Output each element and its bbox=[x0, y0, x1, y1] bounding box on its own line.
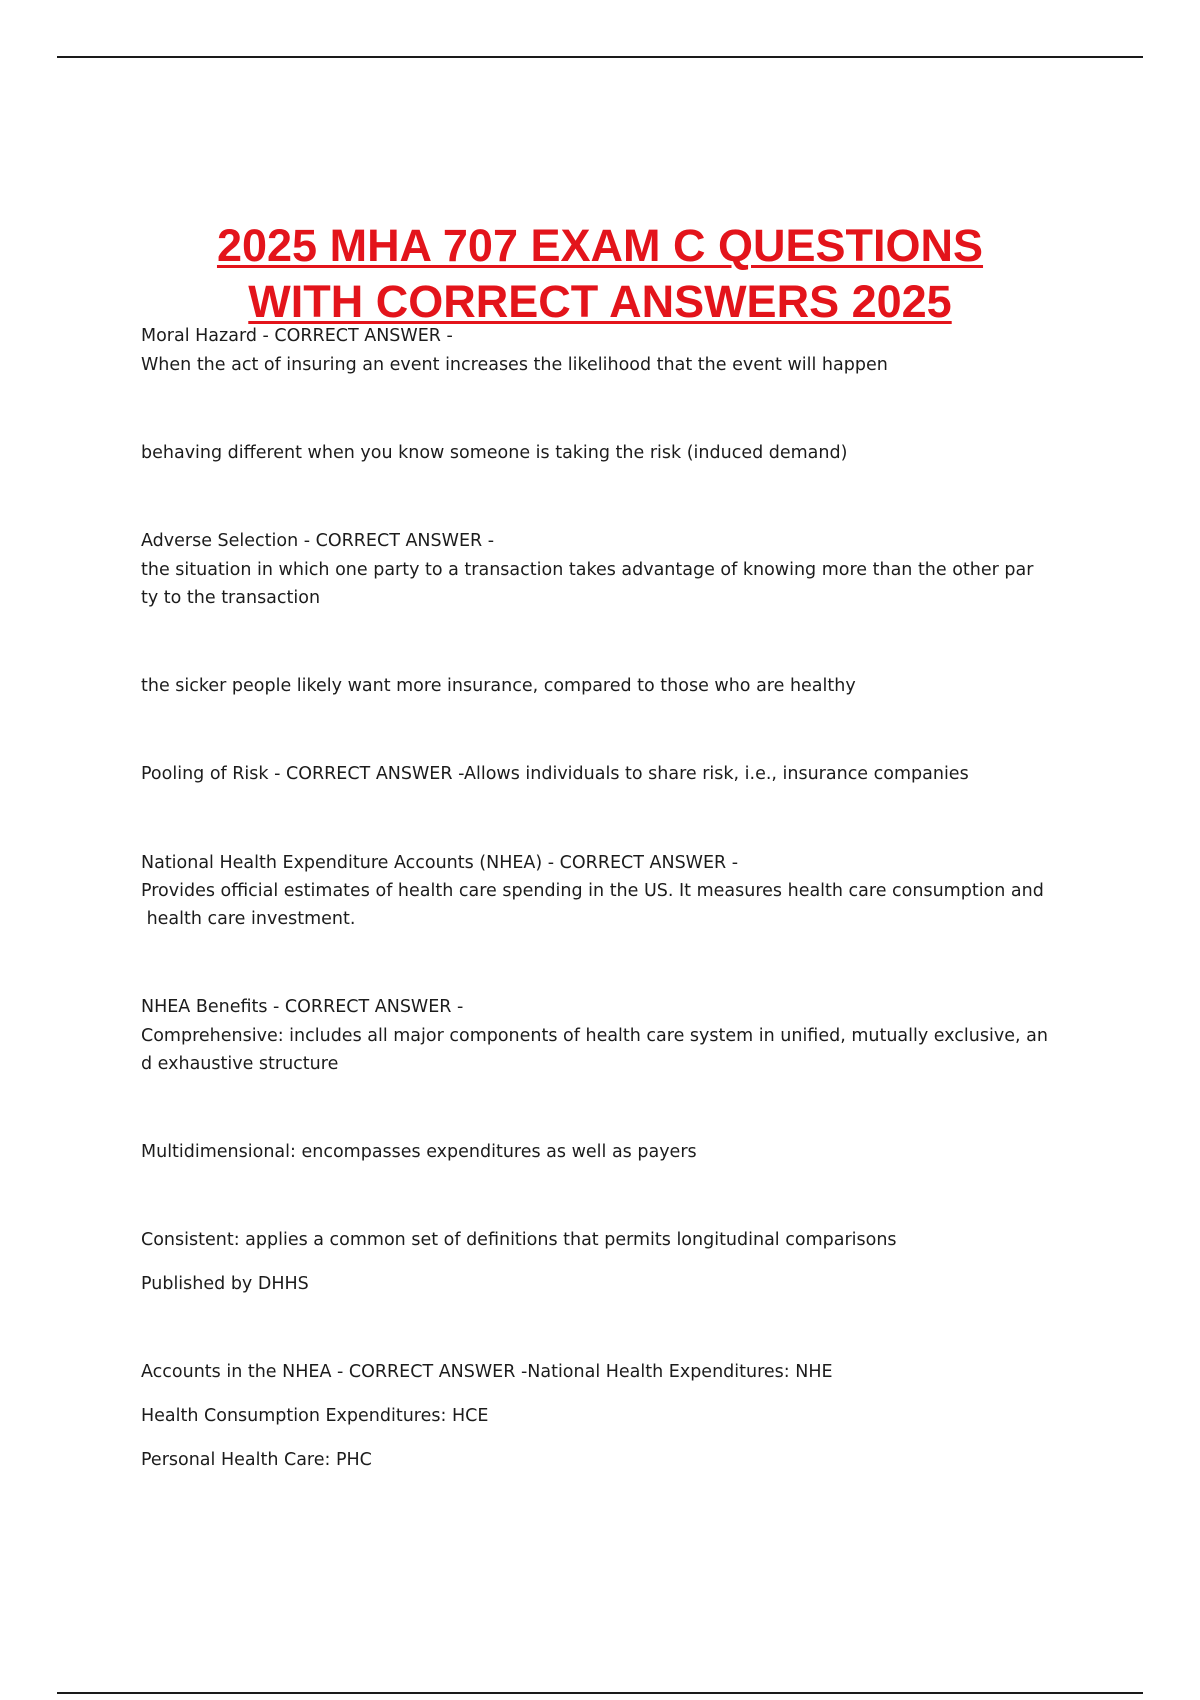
adverse-selection-note: the sicker people likely want more insurance, compared to those who are healthy bbox=[141, 676, 856, 696]
moral-hazard-note: behaving different when you know someone is taking the risk (induced demand) bbox=[141, 443, 848, 463]
adverse-selection-term: Adverse Selection - CORRECT ANSWER - bbox=[141, 531, 495, 551]
nhea-definition-line-1: Provides official estimates of health care spending in the US. It measures health care consumption and bbox=[141, 881, 1044, 901]
nhea-benefits-term: NHEA Benefits - CORRECT ANSWER - bbox=[141, 997, 464, 1017]
accounts-phc: Personal Health Care: PHC bbox=[141, 1450, 372, 1470]
pooling-of-risk-entry: Pooling of Risk - CORRECT ANSWER -Allows individuals to share risk, i.e., insurance companies bbox=[141, 764, 969, 784]
moral-hazard-term: Moral Hazard - CORRECT ANSWER - bbox=[141, 326, 453, 346]
moral-hazard-definition: When the act of insuring an event increases the likelihood that the event will happen bbox=[141, 355, 888, 375]
top-rule bbox=[57, 56, 1143, 58]
bottom-rule bbox=[57, 1692, 1143, 1694]
nhea-benefits-comprehensive-line-2: d exhaustive structure bbox=[141, 1054, 339, 1074]
adverse-selection-definition-line-1: the situation in which one party to a transaction takes advantage of knowing more than the other par bbox=[141, 560, 1034, 580]
accounts-in-nhea-entry: Accounts in the NHEA - CORRECT ANSWER -National Health Expenditures: NHE bbox=[141, 1362, 833, 1382]
title-line-1: 2025 MHA 707 EXAM C QUESTIONS bbox=[216, 220, 984, 271]
nhea-definition-line-2: health care investment. bbox=[141, 909, 356, 929]
document-title bbox=[0, 218, 1200, 330]
nhea-benefits-multidimensional: Multidimensional: encompasses expenditures as well as payers bbox=[141, 1142, 697, 1162]
nhea-benefits-comprehensive-line-1: Comprehensive: includes all major components of health care system in unified, mutually exclusive, an bbox=[141, 1026, 1048, 1046]
nhea-term: National Health Expenditure Accounts (NHEA) - CORRECT ANSWER - bbox=[141, 853, 739, 873]
nhea-benefits-consistent: Consistent: applies a common set of definitions that permits longitudinal comparisons bbox=[141, 1230, 897, 1250]
title-line-2: WITH CORRECT ANSWERS 2025 bbox=[248, 276, 952, 327]
nhea-benefits-published: Published by DHHS bbox=[141, 1274, 309, 1294]
accounts-hce: Health Consumption Expenditures: HCE bbox=[141, 1406, 489, 1426]
adverse-selection-definition-line-2: ty to the transaction bbox=[141, 588, 321, 608]
